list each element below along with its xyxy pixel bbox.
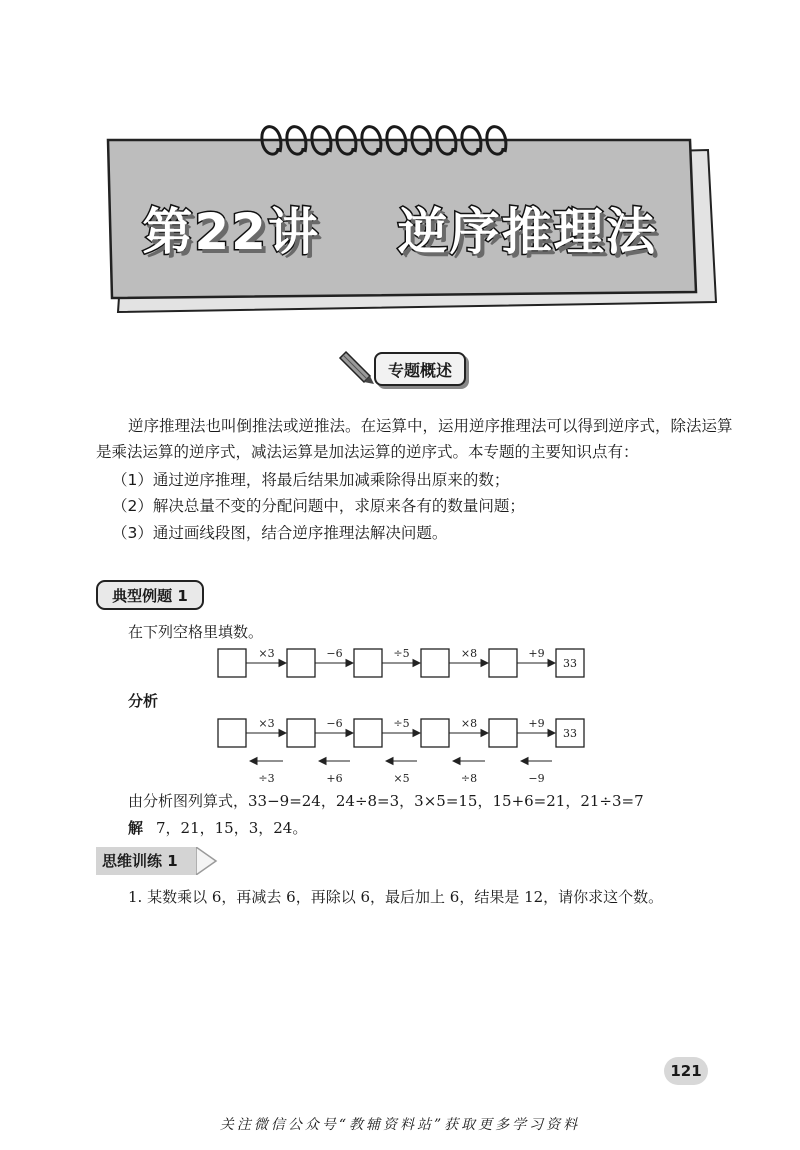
forward-op-label: ×3 xyxy=(258,717,275,730)
overview-point: （2）解决总量不变的分配问题中，求原来各有的数量问题； xyxy=(112,497,525,515)
blank-box xyxy=(354,719,382,747)
reverse-op-label: ÷8 xyxy=(460,772,478,785)
reverse-op-label: +6 xyxy=(326,772,343,785)
blank-box xyxy=(218,719,246,747)
practice-problem: 1. 某数乘以 6，再减去 6，再除以 6，最后加上 6，结果是 12，请你求这个数。 xyxy=(128,888,664,906)
forward-op-label: −6 xyxy=(326,647,343,660)
reverse-op-label: ÷3 xyxy=(258,772,275,785)
analysis-label: 分析 xyxy=(128,692,159,710)
section-label-practice: 思维训练 1 xyxy=(96,847,196,875)
page-number: 121 xyxy=(664,1057,708,1085)
title-banner xyxy=(0,0,800,330)
section-label-overview: 专题概述 xyxy=(374,352,466,386)
result-value: 33 xyxy=(563,727,577,740)
forward-op-label: +9 xyxy=(528,717,545,730)
forward-op-label: ÷5 xyxy=(393,717,410,730)
forward-op-label: ×8 xyxy=(460,717,478,730)
label-arrow-icon xyxy=(196,847,218,875)
chapter-title: 第22讲 逆序推理法 xyxy=(142,203,658,261)
reverse-op-label: −9 xyxy=(528,772,545,785)
blank-box xyxy=(489,719,517,747)
analysis-formula: 由分析图列算式，33−9=24，24÷8=3，3×5=15，15+6=21，21÷3=7 xyxy=(128,792,644,810)
blank-box xyxy=(218,649,246,677)
forward-op-label: ×3 xyxy=(258,647,275,660)
overview-point: （3）通过画线段图，结合逆序推理法解决问题。 xyxy=(112,524,448,542)
diagram-analysis xyxy=(0,710,800,785)
forward-op-label: ÷5 xyxy=(393,647,410,660)
blank-box xyxy=(489,649,517,677)
answer-label: 解 xyxy=(128,819,144,837)
blank-box xyxy=(287,649,315,677)
reverse-op-label: ×5 xyxy=(393,772,410,785)
blank-box xyxy=(287,719,315,747)
blank-box xyxy=(421,719,449,747)
blank-box xyxy=(354,649,382,677)
blank-box xyxy=(421,649,449,677)
overview-line: 是乘法运算的逆序式，减法运算是加法运算的逆序式。本专题的主要知识点有： xyxy=(96,443,639,461)
section-label-example: 典型例题 1 xyxy=(96,580,204,610)
result-value: 33 xyxy=(563,657,577,670)
forward-op-label: −6 xyxy=(326,717,343,730)
example-question: 在下列空格里填数。 xyxy=(128,623,264,641)
answer-text: 7，21，15，3，24。 xyxy=(156,819,308,837)
overview-line: 逆序推理法也叫倒推法或逆推法。在运算中，运用逆序推理法可以得到逆序式，除法运算 xyxy=(128,417,733,435)
forward-op-label: ×8 xyxy=(460,647,478,660)
forward-op-label: +9 xyxy=(528,647,545,660)
overview-point: （1）通过逆序推理，将最后结果加减乘除得出原来的数； xyxy=(112,471,510,489)
pencil-icon xyxy=(336,346,376,386)
diagram-question xyxy=(0,640,800,690)
footer-note: 关注微信公众号“教辅资料站”获取更多学习资料 xyxy=(219,1117,581,1133)
